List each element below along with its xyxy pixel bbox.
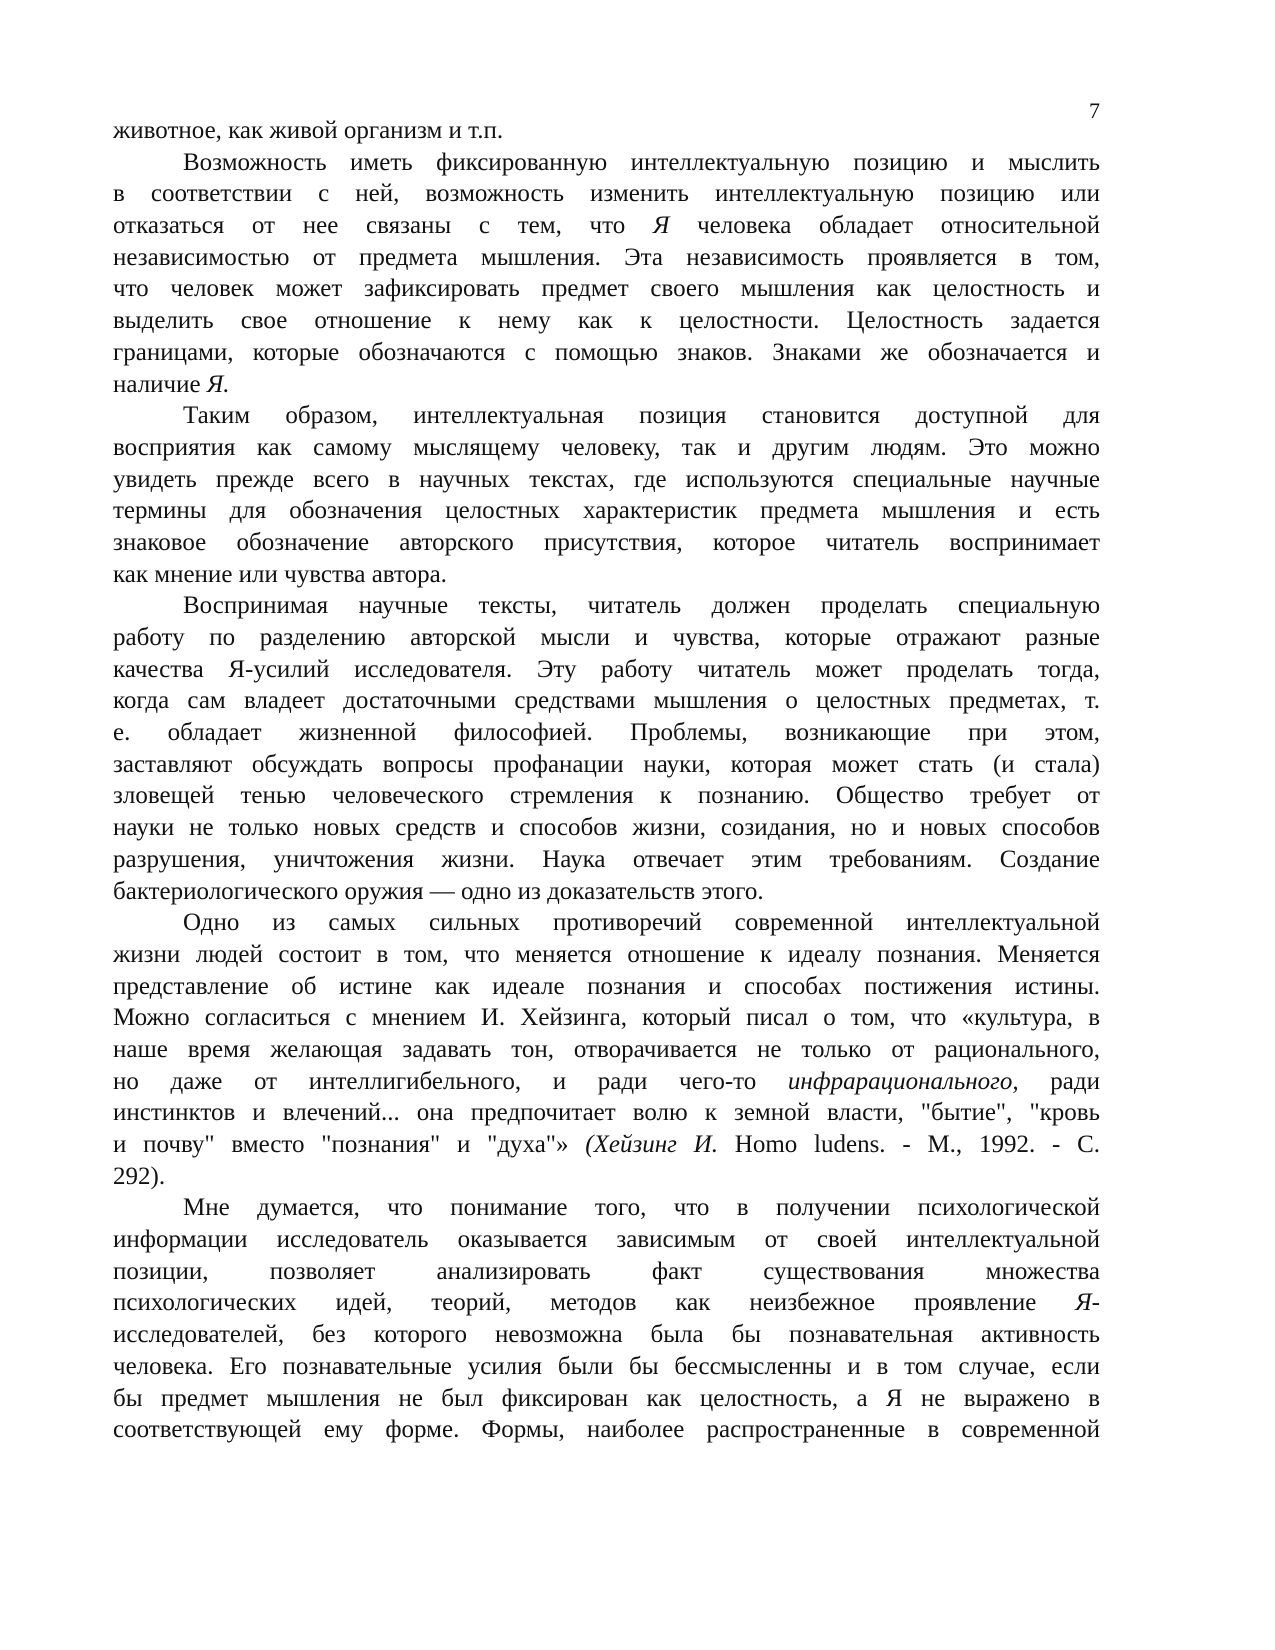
paragraph bbox=[113, 400, 1100, 590]
text-segment: 292). bbox=[113, 1162, 166, 1190]
paragraph bbox=[113, 590, 1100, 907]
text-line bbox=[113, 464, 1100, 496]
text-line bbox=[113, 559, 1100, 591]
text-line bbox=[113, 305, 1100, 337]
text-line bbox=[113, 1256, 1100, 1288]
paragraph bbox=[113, 147, 1100, 401]
text-line bbox=[113, 242, 1100, 274]
text-line bbox=[113, 1002, 1100, 1034]
text-line bbox=[113, 115, 1100, 147]
text-segment: Homo ludens. - М., 1992. - С. bbox=[717, 1131, 1101, 1158]
text-segment: заставляют обсуждать вопросы профанации науки, которая может стать (и стала) bbox=[113, 750, 1100, 778]
text-segment: Мне думается, что понимание того, что в получении психологической bbox=[183, 1194, 1100, 1222]
text-line bbox=[113, 1129, 1100, 1161]
text-segment: наличие bbox=[113, 370, 207, 398]
text-segment: знаковое обозначение авторского присутствия, которое читатель воспринимает bbox=[113, 528, 1100, 556]
text-segment: бактериологического оружия — одно из доказательств этого. bbox=[113, 877, 764, 905]
text-segment: представление об истине как идеале познания и способах постижения истины. bbox=[113, 972, 1100, 1000]
text-line bbox=[113, 717, 1100, 749]
text-line bbox=[113, 780, 1100, 812]
italic-text-segment: Я bbox=[652, 212, 670, 240]
text-segment: ради bbox=[1018, 1067, 1100, 1095]
paragraph bbox=[113, 1192, 1100, 1446]
text-line bbox=[113, 1383, 1100, 1415]
text-line bbox=[113, 1224, 1100, 1256]
text-line bbox=[113, 812, 1100, 844]
italic-text-segment: Я. bbox=[206, 370, 230, 398]
text-line bbox=[113, 971, 1100, 1003]
text-line bbox=[113, 1351, 1100, 1383]
document-body bbox=[113, 115, 1100, 1446]
text-line bbox=[113, 273, 1100, 305]
text-line bbox=[113, 876, 1100, 908]
text-line bbox=[113, 1192, 1100, 1224]
text-segment: Можно согласиться с мнением И. Хейзинга, который писал о том, что «культура, в bbox=[113, 1004, 1100, 1032]
text-segment: наше время желающая задавать тон, отворачивается не только от рационального, bbox=[113, 1035, 1100, 1063]
text-line bbox=[113, 178, 1100, 210]
text-line bbox=[113, 844, 1100, 876]
text-segment: восприятия как самому мыслящему человеку, так и другим людям. Это можно bbox=[113, 433, 1100, 461]
text-segment: независимостью от предмета мышления. Эта независимость проявляется в том, bbox=[113, 243, 1100, 271]
text-line bbox=[113, 685, 1100, 717]
italic-text-segment: инфрарационального, bbox=[787, 1067, 1019, 1095]
text-segment: животное, как живой организм и т.п. bbox=[113, 117, 504, 144]
text-segment: инстинктов и влечений... она предпочитает волю к земной власти, "бытие", "кровь bbox=[113, 1099, 1100, 1127]
text-line bbox=[113, 749, 1100, 781]
text-segment: Одно из самых сильных противоречий современной интеллектуальной bbox=[183, 909, 1100, 937]
text-segment: жизни людей состоит в том, что меняется отношение к идеалу познания. Меняется bbox=[113, 940, 1100, 968]
text-segment: в соответствии с ней, возможность изменить интеллектуальную позицию или bbox=[113, 180, 1100, 208]
text-line bbox=[113, 907, 1100, 939]
italic-text-segment: Я- bbox=[1075, 1289, 1100, 1317]
text-line bbox=[113, 1161, 1100, 1193]
text-segment: Возможность иметь фиксированную интеллектуальную позицию и мыслить bbox=[183, 148, 1100, 176]
text-segment: работу по разделению авторской мысли и чувства, которые отражают разные bbox=[113, 624, 1100, 651]
text-segment: исследователей, без которого невозможна была бы познавательная активность bbox=[113, 1321, 1100, 1349]
text-segment: науки не только новых средств и способов жизни, созидания, но и новых способов bbox=[113, 814, 1100, 842]
text-segment: Таким образом, интеллектуальная позиция становится доступной для bbox=[183, 402, 1100, 430]
text-segment: как мнение или чувства автора. bbox=[113, 560, 447, 588]
text-line bbox=[113, 495, 1100, 527]
text-line bbox=[113, 939, 1100, 971]
text-line bbox=[113, 147, 1100, 179]
text-segment: термины для обозначения целостных характеристик предмета мышления и есть bbox=[113, 497, 1100, 525]
text-line bbox=[113, 1034, 1100, 1066]
text-line bbox=[113, 1097, 1100, 1129]
text-line bbox=[113, 622, 1100, 654]
text-segment: увидеть прежде всего в научных текстах, где используются специальные научные bbox=[113, 465, 1100, 493]
text-line bbox=[113, 1287, 1100, 1319]
text-segment: разрушения, уничтожения жизни. Наука отвечает этим требованиям. Создание bbox=[113, 845, 1100, 873]
text-segment: и почву" вместо "познания" и "духа"» bbox=[113, 1131, 586, 1158]
text-segment: качества Я-усилий исследователя. Эту работу читатель может проделать тогда, bbox=[113, 655, 1100, 683]
text-line bbox=[113, 590, 1100, 622]
text-line bbox=[113, 400, 1100, 432]
text-segment: выделить свое отношение к нему как к целостности. Целостность задается bbox=[113, 307, 1100, 335]
text-line bbox=[113, 369, 1100, 401]
text-line bbox=[113, 432, 1100, 464]
page-number: 7 bbox=[1089, 98, 1100, 123]
italic-text-segment: (Хейзинг И. bbox=[585, 1131, 718, 1158]
text-segment: зловещей тенью человеческого стремления к познанию. Общество требует от bbox=[113, 782, 1100, 810]
text-segment: человека обладает относительной bbox=[669, 212, 1101, 240]
text-line bbox=[113, 1319, 1100, 1351]
text-line bbox=[113, 210, 1100, 242]
text-line bbox=[113, 527, 1100, 559]
text-segment: что человек может зафиксировать предмет своего мышления как целостность и bbox=[113, 275, 1100, 303]
text-segment: информации исследователь оказывается зависимым от своей интеллектуальной bbox=[113, 1226, 1100, 1254]
paragraph bbox=[113, 907, 1100, 1192]
text-segment: психологических идей, теорий, методов как неизбежное проявление bbox=[113, 1289, 1076, 1317]
text-segment: соответствующей ему форме. Формы, наиболее распространенные в современной bbox=[113, 1416, 1100, 1444]
text-line bbox=[113, 1414, 1100, 1446]
text-segment: бы предмет мышления не был фиксирован как целостность, а Я не выражено в bbox=[113, 1384, 1100, 1412]
text-line bbox=[113, 337, 1100, 369]
text-segment: человека. Его познавательные усилия были бы бессмысленны и в том случае, если bbox=[113, 1352, 1100, 1380]
text-line bbox=[113, 654, 1100, 686]
text-segment: границами, которые обозначаются с помощью знаков. Знаками же обозначается и bbox=[113, 338, 1100, 366]
text-segment: но даже от интеллигибельного, и ради чего-то bbox=[113, 1067, 788, 1095]
text-segment: е. обладает жизненной философией. Проблемы, возникающие при этом, bbox=[113, 719, 1100, 747]
text-line bbox=[113, 1066, 1100, 1098]
text-segment: позиции, позволяет анализировать факт существования множества bbox=[113, 1257, 1100, 1285]
text-segment: Воспринимая научные тексты, читатель должен проделать специальную bbox=[183, 592, 1100, 620]
text-segment: когда сам владеет достаточными средствами мышления о целостных предметах, т. bbox=[113, 687, 1100, 715]
text-segment: отказаться от нее связаны с тем, что bbox=[113, 212, 653, 240]
paragraph bbox=[113, 115, 1100, 147]
